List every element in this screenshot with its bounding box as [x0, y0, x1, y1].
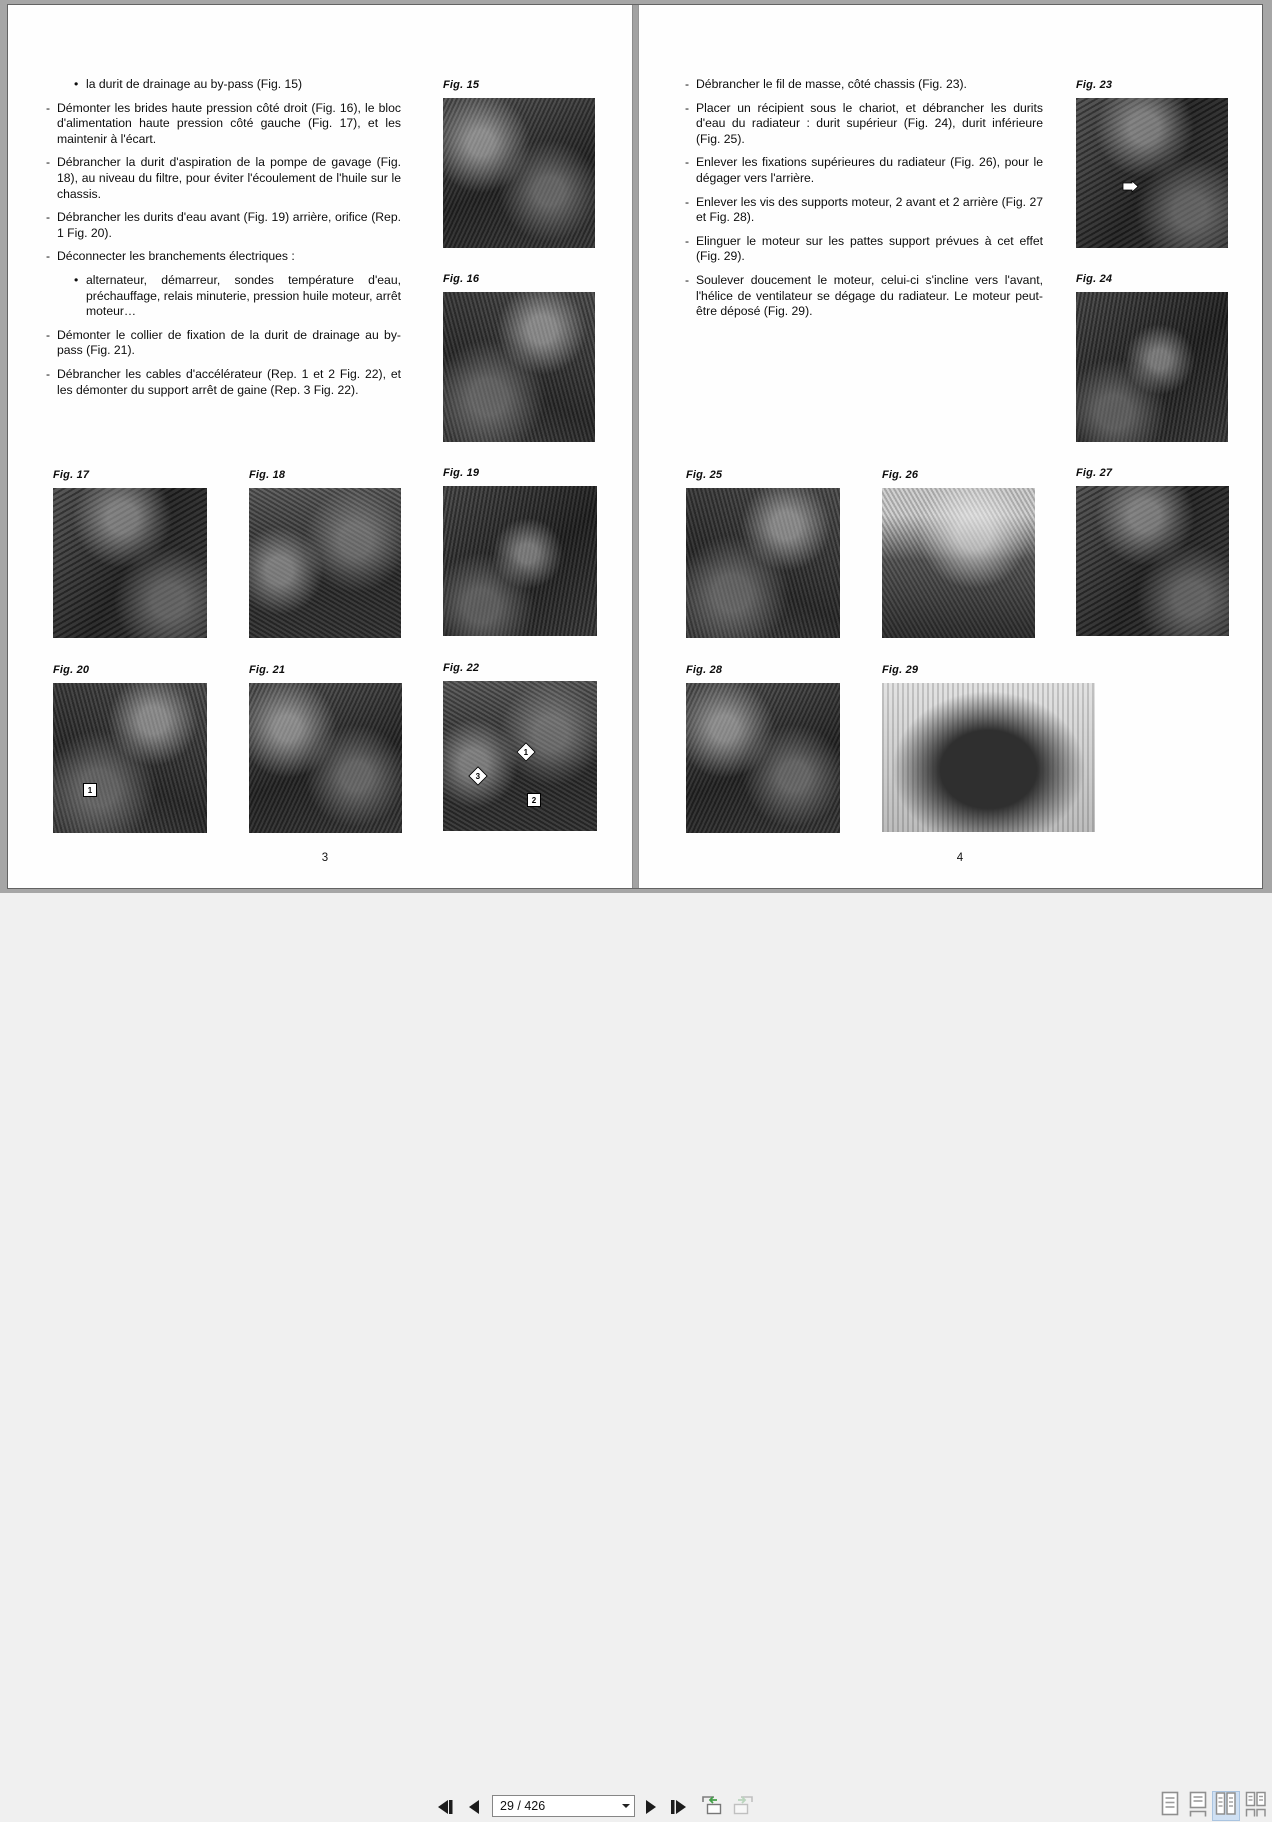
callout-marker: 1 [516, 742, 536, 762]
arrow-marker [1122, 180, 1139, 193]
previous-view-button[interactable] [700, 1793, 724, 1817]
list-item [46, 273, 401, 320]
figure-photo [1076, 292, 1228, 442]
list-marker: - [685, 194, 690, 209]
list-item [685, 101, 1043, 148]
figure-caption: Fig. 22 [443, 662, 480, 674]
figure-19 [443, 467, 597, 636]
figure-photo [249, 683, 402, 833]
figure-16 [443, 273, 595, 442]
figure-17 [53, 469, 207, 638]
list-item [685, 234, 1043, 265]
figure-photo [686, 488, 840, 638]
figure-28 [686, 664, 840, 833]
first-page-icon [437, 1799, 454, 1815]
figure-21 [249, 664, 402, 833]
list-marker: - [46, 100, 51, 115]
figure-photo [882, 488, 1035, 638]
list-marker: - [46, 210, 51, 225]
figure-caption: Fig. 29 [882, 664, 919, 676]
list-text: Soulever doucement le moteur, celui-ci s'incline vers l'avant, l'hélice de ventilateur se dégage du radiateur. Le moteur peut-être déposé (Fig. 29). [696, 272, 1043, 319]
list-marker: - [46, 327, 51, 342]
page-number-right: 4 [956, 852, 964, 864]
list-text: Débrancher le fil de masse, côté chassis (Fig. 23). [696, 77, 967, 91]
list-item [46, 328, 401, 359]
list-text: Placer un récipient sous le chariot, et débrancher les durits d'eau du radiateur : durit supérieur (Fig. 24), durit inférieure (Fig. 25). [696, 100, 1043, 146]
toolbar [0, 893, 1272, 1813]
list-marker: - [46, 249, 51, 264]
page-right [639, 5, 1262, 888]
figure-15 [443, 79, 595, 248]
list-marker: - [46, 155, 51, 170]
figure-24 [1076, 273, 1228, 442]
callout-marker: 3 [468, 766, 488, 786]
figure-caption: Fig. 25 [686, 469, 723, 481]
list-item [46, 210, 401, 241]
last-page-icon [670, 1799, 687, 1815]
layout-continuous-button[interactable] [1184, 1791, 1212, 1821]
figure-photo [443, 681, 597, 831]
list-item [46, 367, 401, 398]
list-item [685, 155, 1043, 186]
list-marker: - [685, 77, 690, 91]
list-item [46, 155, 401, 202]
facing-pages-layout-icon [1215, 1791, 1237, 1822]
figure-photo [882, 683, 1095, 832]
figure-caption: Fig. 19 [443, 467, 480, 479]
figure-26 [882, 469, 1035, 638]
figure-caption: Fig. 21 [249, 664, 286, 676]
callout-marker: 1 [83, 783, 97, 797]
list-marker: - [685, 155, 690, 170]
list-text: Démonter le collier de fixation de la durit de drainage au by-pass (Fig. 21). [57, 327, 401, 358]
page-gap [632, 5, 639, 888]
next-page-icon [645, 1799, 657, 1815]
figure-caption: Fig. 17 [53, 469, 90, 481]
list-marker: • [74, 77, 79, 91]
figure-photo [443, 292, 595, 442]
figure-caption: Fig. 24 [1076, 273, 1113, 285]
list-marker: - [685, 233, 690, 248]
page-right-text [685, 77, 1043, 328]
page-number-left: 3 [321, 852, 329, 864]
list-item [685, 195, 1043, 226]
callout-marker: 2 [527, 793, 541, 807]
figure-caption: Fig. 20 [53, 664, 90, 676]
previous-page-button[interactable] [468, 1799, 480, 1815]
page-left-text [46, 77, 401, 406]
list-text: Déconnecter les branchements électriques : [57, 249, 295, 264]
facing-continuous-layout-icon [1245, 1791, 1267, 1822]
list-text: Elinguer le moteur sur les pattes support prévues à cet effet (Fig. 29). [696, 233, 1043, 264]
chevron-down-icon[interactable] [618, 1803, 634, 1809]
figure-caption: Fig. 23 [1076, 79, 1113, 91]
page-number-combobox[interactable] [492, 1795, 635, 1817]
next-page-button[interactable] [645, 1799, 657, 1815]
previous-page-icon [468, 1799, 480, 1815]
list-text: Débrancher les durits d'eau avant (Fig. 19) arrière, orifice (Rep. 1 Fig. 20). [57, 210, 401, 240]
list-marker: - [685, 100, 690, 115]
list-item [685, 77, 1043, 93]
figure-photo [53, 488, 207, 638]
figure-caption: Fig. 27 [1076, 467, 1113, 479]
figure-caption: Fig. 18 [249, 469, 286, 481]
figure-20 [53, 664, 207, 833]
layout-facing-continuous-button[interactable] [1242, 1791, 1270, 1821]
list-item [46, 101, 401, 148]
list-item [685, 273, 1043, 320]
layout-single-button[interactable] [1156, 1791, 1184, 1821]
list-marker: - [685, 272, 690, 287]
figure-25 [686, 469, 840, 638]
figure-caption: Fig. 28 [686, 664, 723, 676]
list-text: Démonter les brides haute pression côté droit (Fig. 16), le bloc d'alimentation haute pression côté gauche (Fig. 17), et les maintenir à l'écart. [57, 100, 401, 146]
figure-photo [443, 98, 595, 248]
document-area [0, 0, 1272, 893]
list-text: Débrancher les cables d'accélérateur (Rep. 1 et 2 Fig. 22), et les démonter du support arrêt de gaine (Rep. 3 Fig. 22). [57, 366, 401, 397]
figure-photo [443, 486, 597, 636]
previous-view-icon [700, 1793, 724, 1817]
list-text: alternateur, démarreur, sondes température d'eau, préchauffage, relais minuterie, pression huile moteur, arrêt moteur… [86, 272, 401, 319]
figure-photo [686, 683, 840, 833]
list-item [46, 77, 401, 93]
figure-photo [53, 683, 207, 833]
first-page-button[interactable] [437, 1799, 454, 1815]
page-number-value: 29 / 426 [500, 1799, 546, 1813]
list-text: Enlever les fixations supérieures du radiateur (Fig. 26), pour le dégager vers l'arrière. [696, 155, 1043, 185]
continuous-layout-icon [1188, 1791, 1208, 1822]
list-item [46, 249, 401, 265]
list-text: Débrancher la durit d'aspiration de la pompe de gavage (Fig. 18), au niveau du filtre, pour éviter l'écoulement de l'huile sur le chassis. [57, 155, 401, 201]
list-text: la durit de drainage au by-pass (Fig. 15) [86, 77, 303, 91]
list-marker: • [74, 272, 79, 287]
figure-23 [1076, 79, 1228, 248]
figure-22 [443, 662, 597, 831]
next-view-icon [731, 1793, 755, 1817]
last-page-button[interactable] [670, 1799, 687, 1815]
page-spread [7, 4, 1263, 889]
page-left [8, 5, 632, 888]
next-view-button[interactable] [731, 1793, 755, 1817]
figure-caption: Fig. 15 [443, 79, 480, 91]
layout-facing-button[interactable] [1212, 1791, 1240, 1821]
list-marker: - [46, 366, 51, 381]
figure-29 [882, 664, 1095, 832]
figure-18 [249, 469, 401, 638]
figure-photo [249, 488, 401, 638]
figure-27 [1076, 467, 1229, 636]
figure-photo [1076, 98, 1228, 248]
single-page-layout-icon [1160, 1791, 1180, 1822]
figure-photo [1076, 486, 1229, 636]
figure-caption: Fig. 26 [882, 469, 919, 481]
figure-caption: Fig. 16 [443, 273, 480, 285]
list-text: Enlever les vis des supports moteur, 2 avant et 2 arrière (Fig. 27 et Fig. 28). [696, 194, 1043, 225]
